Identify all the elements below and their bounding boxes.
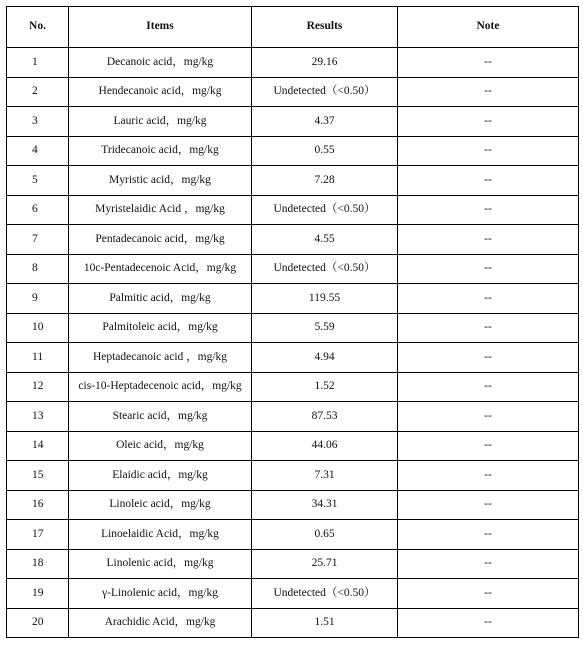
cell-note: -- — [398, 431, 579, 461]
cell-note: -- — [398, 107, 579, 137]
table-row — [7, 461, 579, 491]
table-row — [7, 284, 579, 314]
cell-result: Undetected（<0.50） — [252, 195, 398, 225]
cell-result: 25.71 — [252, 549, 398, 579]
cell-no: 9 — [7, 284, 69, 314]
cell-no: 18 — [7, 549, 69, 579]
header-items: Items — [69, 7, 252, 48]
cell-note: -- — [398, 490, 579, 520]
cell-no: 7 — [7, 225, 69, 255]
cell-note: -- — [398, 225, 579, 255]
cell-no: 15 — [7, 461, 69, 491]
cell-note: -- — [398, 48, 579, 78]
cell-result: Undetected（<0.50） — [252, 77, 398, 107]
table-row — [7, 372, 579, 402]
cell-item: Palmitoleic acid，mg/kg — [69, 313, 252, 343]
cell-result: Undetected（<0.50） — [252, 254, 398, 284]
cell-no: 1 — [7, 48, 69, 78]
cell-result: 1.52 — [252, 372, 398, 402]
cell-item: Lauric acid，mg/kg — [69, 107, 252, 137]
table-row — [7, 549, 579, 579]
cell-result: 1.51 — [252, 608, 398, 638]
cell-no: 8 — [7, 254, 69, 284]
cell-item: Pentadecanoic acid，mg/kg — [69, 225, 252, 255]
cell-result: 4.55 — [252, 225, 398, 255]
results-table — [6, 6, 579, 638]
cell-note: -- — [398, 313, 579, 343]
cell-note: -- — [398, 520, 579, 550]
cell-result: 0.55 — [252, 136, 398, 166]
cell-item: γ-Linolenic acid，mg/kg — [69, 579, 252, 609]
table-row — [7, 166, 579, 196]
cell-item: Myristelaidic Acid ，mg/kg — [69, 195, 252, 225]
cell-result: 0.65 — [252, 520, 398, 550]
table-row — [7, 107, 579, 137]
cell-result: 4.94 — [252, 343, 398, 373]
cell-result: 29.16 — [252, 48, 398, 78]
cell-no: 10 — [7, 313, 69, 343]
table-row — [7, 136, 579, 166]
cell-result: 44.06 — [252, 431, 398, 461]
table-row — [7, 225, 579, 255]
cell-note: -- — [398, 254, 579, 284]
cell-note: -- — [398, 372, 579, 402]
table-row — [7, 77, 579, 107]
cell-item: Linoelaidic Acid，mg/kg — [69, 520, 252, 550]
cell-note: -- — [398, 136, 579, 166]
cell-result: 5.59 — [252, 313, 398, 343]
cell-item: Heptadecanoic acid ，mg/kg — [69, 343, 252, 373]
cell-result: 7.28 — [252, 166, 398, 196]
cell-item: Myristic acid，mg/kg — [69, 166, 252, 196]
cell-note: -- — [398, 343, 579, 373]
cell-no: 6 — [7, 195, 69, 225]
table-row — [7, 431, 579, 461]
cell-no: 19 — [7, 579, 69, 609]
cell-result: Undetected（<0.50） — [252, 579, 398, 609]
cell-note: -- — [398, 77, 579, 107]
cell-note: -- — [398, 549, 579, 579]
cell-result: 119.55 — [252, 284, 398, 314]
table-row — [7, 608, 579, 638]
table-row — [7, 579, 579, 609]
cell-item: Oleic acid，mg/kg — [69, 431, 252, 461]
table-row — [7, 343, 579, 373]
table-row — [7, 402, 579, 432]
cell-note: -- — [398, 195, 579, 225]
cell-item: Linolenic acid，mg/kg — [69, 549, 252, 579]
cell-item: cis-10-Heptadecenoic acid，mg/kg — [69, 372, 252, 402]
cell-note: -- — [398, 608, 579, 638]
cell-item: Decanoic acid，mg/kg — [69, 48, 252, 78]
cell-no: 14 — [7, 431, 69, 461]
cell-no: 12 — [7, 372, 69, 402]
cell-note: -- — [398, 579, 579, 609]
cell-no: 5 — [7, 166, 69, 196]
table-row — [7, 254, 579, 284]
header-no: No. — [7, 7, 69, 48]
cell-result: 87.53 — [252, 402, 398, 432]
cell-item: Stearic acid，mg/kg — [69, 402, 252, 432]
cell-note: -- — [398, 402, 579, 432]
cell-item: Tridecanoic acid，mg/kg — [69, 136, 252, 166]
cell-item: Arachidic Acid，mg/kg — [69, 608, 252, 638]
cell-item: Palmitic acid，mg/kg — [69, 284, 252, 314]
cell-result: 34.31 — [252, 490, 398, 520]
table-row — [7, 313, 579, 343]
cell-note: -- — [398, 284, 579, 314]
cell-no: 17 — [7, 520, 69, 550]
table-header — [7, 7, 579, 48]
cell-no: 16 — [7, 490, 69, 520]
cell-no: 2 — [7, 77, 69, 107]
cell-result: 7.31 — [252, 461, 398, 491]
cell-no: 3 — [7, 107, 69, 137]
cell-item: Linoleic acid，mg/kg — [69, 490, 252, 520]
table-row — [7, 490, 579, 520]
cell-note: -- — [398, 166, 579, 196]
table-row — [7, 195, 579, 225]
header-results: Results — [252, 7, 398, 48]
cell-no: 11 — [7, 343, 69, 373]
cell-item: Elaidic acid，mg/kg — [69, 461, 252, 491]
cell-item: 10c-Pentadecenoic Acid，mg/kg — [69, 254, 252, 284]
cell-no: 13 — [7, 402, 69, 432]
table-body — [7, 48, 579, 638]
cell-no: 4 — [7, 136, 69, 166]
header-row — [7, 7, 579, 48]
cell-item: Hendecanoic acid，mg/kg — [69, 77, 252, 107]
header-note: Note — [398, 7, 579, 48]
table-row — [7, 520, 579, 550]
cell-note: -- — [398, 461, 579, 491]
cell-no: 20 — [7, 608, 69, 638]
cell-result: 4.37 — [252, 107, 398, 137]
table-row — [7, 48, 579, 78]
